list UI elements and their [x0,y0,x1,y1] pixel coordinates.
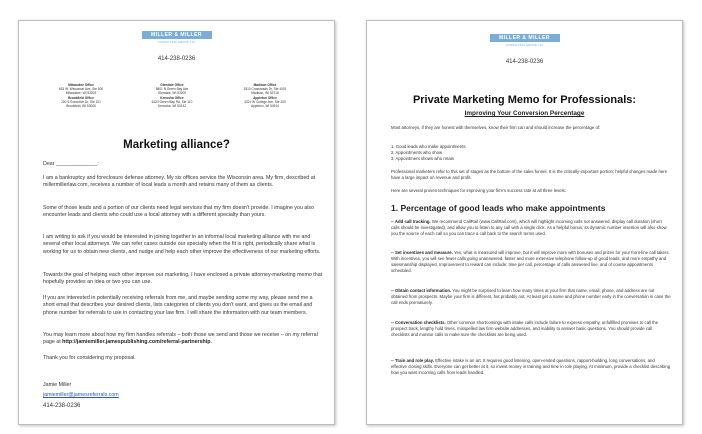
bullet-text: Effective intake is an art. It requires good listening, open-ended questions, rapport-building, long conversations, and effective closing skills. Everyone can get better at it, so invest money in training and time in role playing. At minimum, provide a checklist describing how you want incoming calls from leads handled. [391,358,671,376]
office-city: Kenosha, WI 53142 [158,104,186,108]
office-entry [41,96,121,108]
letter-paragraph: Some of those leads and a portion of our clients need legal services that my firm doesn't provide. I imagine you also encounter leads and clients who could use a local attorney with a different specialty than yours. [43,205,315,219]
signature-phone: 414-238-0236 [43,403,81,409]
memo-page [366,20,683,425]
memo-list-item: 2. Appointments who show [391,150,443,155]
letter-paragraph [43,332,323,347]
bullet-heading: -- Obtain contact information. [391,288,452,293]
bullet-text: Other common shortcomings with intake calls include failure to express empathy, unfulfilled promises to call the prospect back, lengthy hold times, misspelled law firm website addresses, and inability to answer basic questions. You should provide call checklists and monitor calls to make sure the checklists are being used. [391,320,659,338]
bullet-heading: -- Add call tracking. [391,219,431,224]
memo-bullet [391,320,671,338]
office-name: Madison Office [253,83,277,87]
letter-paragraph: I am writing to ask if you would be interested in joining together in an informal local marketing alliance with me and several other local attorneys. We can refer cases outside our specialty when the fit is right, periodically share what is working for us to obtain new clients, and nudge and help each other improve the effectiveness of our marketing efforts. [43,234,321,255]
memo-bullet [391,358,671,376]
office-city: Appleton, WI 54914 [251,104,279,108]
letter-page [18,20,335,425]
memo-paragraph: Professional marketers refer to this set of stages as the bottom of the sales funnel. It is the critically-important portion; helpful changes made here have a large impact on revenue and profit. [391,169,668,181]
memo-bullet [391,288,671,306]
bullet-text: Yes, what is measured will improve, but it will improve more with bonuses and prizes for your front-line call takers. With incentives, you will see fewer calls going unanswered, faster and more extensive telephone follow-up of good leads, and more empathy and salesmanship displayed. Improvement to reward can include: time per call, percentage of calls answered live, and of course appointments scheduled. [391,250,670,274]
letter-title: Marketing alliance? [123,139,230,151]
firm-logo: MILLER & MILLER [142,31,212,39]
firm-logo-subtitle: CONSULTING GROUP, LLC [157,40,196,44]
office-name: Brookfield Office [68,96,94,100]
header-phone: 414-238-0236 [157,56,196,62]
office-entry [225,96,305,108]
office-name: Milwaukee Office [68,83,94,87]
office-address: 2810 Crossroads Dr, Ste 4001 [243,87,287,91]
referral-text-end: . [210,339,212,346]
memo-subtitle: Improving Your Conversion Percentage [464,110,585,117]
office-entry [41,83,121,95]
office-name: Glendale Office [160,83,184,87]
office-name: Kenosha Office [160,96,184,100]
letter-closing: Thank you for considering my proposal. [43,355,136,361]
office-address: 6123 Green Bay Rd, Ste 110 [151,100,193,104]
letter-paragraph: I am a bankruptcy and foreclosure defense attorney. My six offices service the Wisconsin area. My firm, described at millermillerlaw.com, receives a number of local leads a month and retains many of them as clients. [43,175,316,189]
office-name: Appleton Office [253,96,277,100]
office-entry [132,96,212,108]
bullet-text: You might be surprised to learn how many times at your firm that name, email, phone, and address are not obtained from prospects. Maybe your firm is different, but probably not. At least get a name and phone number early in the conversation in case the call ends prematurely. [391,288,671,306]
header-phone: 414-238-0236 [505,59,544,65]
referral-link[interactable]: http://jamiemiller.jamespublishing.com/referral-partnership [62,339,211,346]
memo-list-item: 1. Good leads who make appointments [391,144,466,149]
office-entry [132,83,212,95]
firm-logo: MILLER & MILLER [490,34,560,42]
memo-bullet [391,219,671,237]
office-city: Glendale, WI 53209 [157,91,187,95]
memo-title: Private Marketing Memo for Professionals: [412,94,637,106]
letter-paragraph: Towards the goal of helping each other improve our marketing, I have enclosed a private attorney-marketing memo that hopefully provides an idea or two you can use. [43,272,323,286]
signature-name: Jamie Miller [43,382,72,388]
memo-bullet [391,250,671,274]
section-heading: 1. Percentage of good leads who make appointments [391,203,606,213]
memo-intro: Most attorneys, if they are honest with themselves, know their firm can and should increase the percentage of: [391,125,601,130]
office-address: 200 S Executive Dr, Ste 101 [61,100,101,104]
office-city: Brookfield, WI 53005 [66,104,96,108]
office-address: 4321 W College Ave, Ste 200 [244,100,286,104]
bullet-heading: -- Conversation checklists. [391,320,446,325]
office-address: 5801 N Green Bay Ave [155,87,189,91]
office-entry [225,83,305,95]
bullet-heading: -- Set incentives and measure. [391,250,453,255]
firm-logo-subtitle: CONSULTING GROUP, LLC [505,43,544,47]
memo-list-item: 3. Appointment shows who retain [391,156,455,161]
letter-paragraph: If you are interested in potentially receiving referrals from me, and maybe sending some my way, please send me a short email that describes your desired clients, lists categories of clients you don't want, and gives us the email and phone number for referrals to use in contacting your law firm. I will share the information with our team members. [43,295,313,316]
salutation: Dear ______________: [43,161,99,167]
signature-email-link[interactable]: jamiemiller@jamesreferrals.com [43,392,119,398]
bullet-heading: -- Train and role play. [391,358,434,363]
bullet-text: We recommend CallRail (www.CallRail.com), which will highlight incoming calls not answered, display call duration (short calls should be investigated), and allow you to listen to any call with a single click. As a helpful bonus, its dynamic number insertion will also show you the source of each call so you can trace a call back to the search terms used. [391,219,667,237]
office-address: 633 W. Wisconsin Ave, Ste 500 [58,87,104,91]
office-city: Madison, WI 53718 [251,91,279,95]
office-city: Milwaukee, WI 53203 [65,91,97,95]
referral-text: You may learn more about how my firm handles referrals – both those we send and those we receive – on my referral page at [43,332,318,346]
memo-paragraph: Here are several proven techniques for improving your firm's success rate at all three levels: [391,188,566,193]
